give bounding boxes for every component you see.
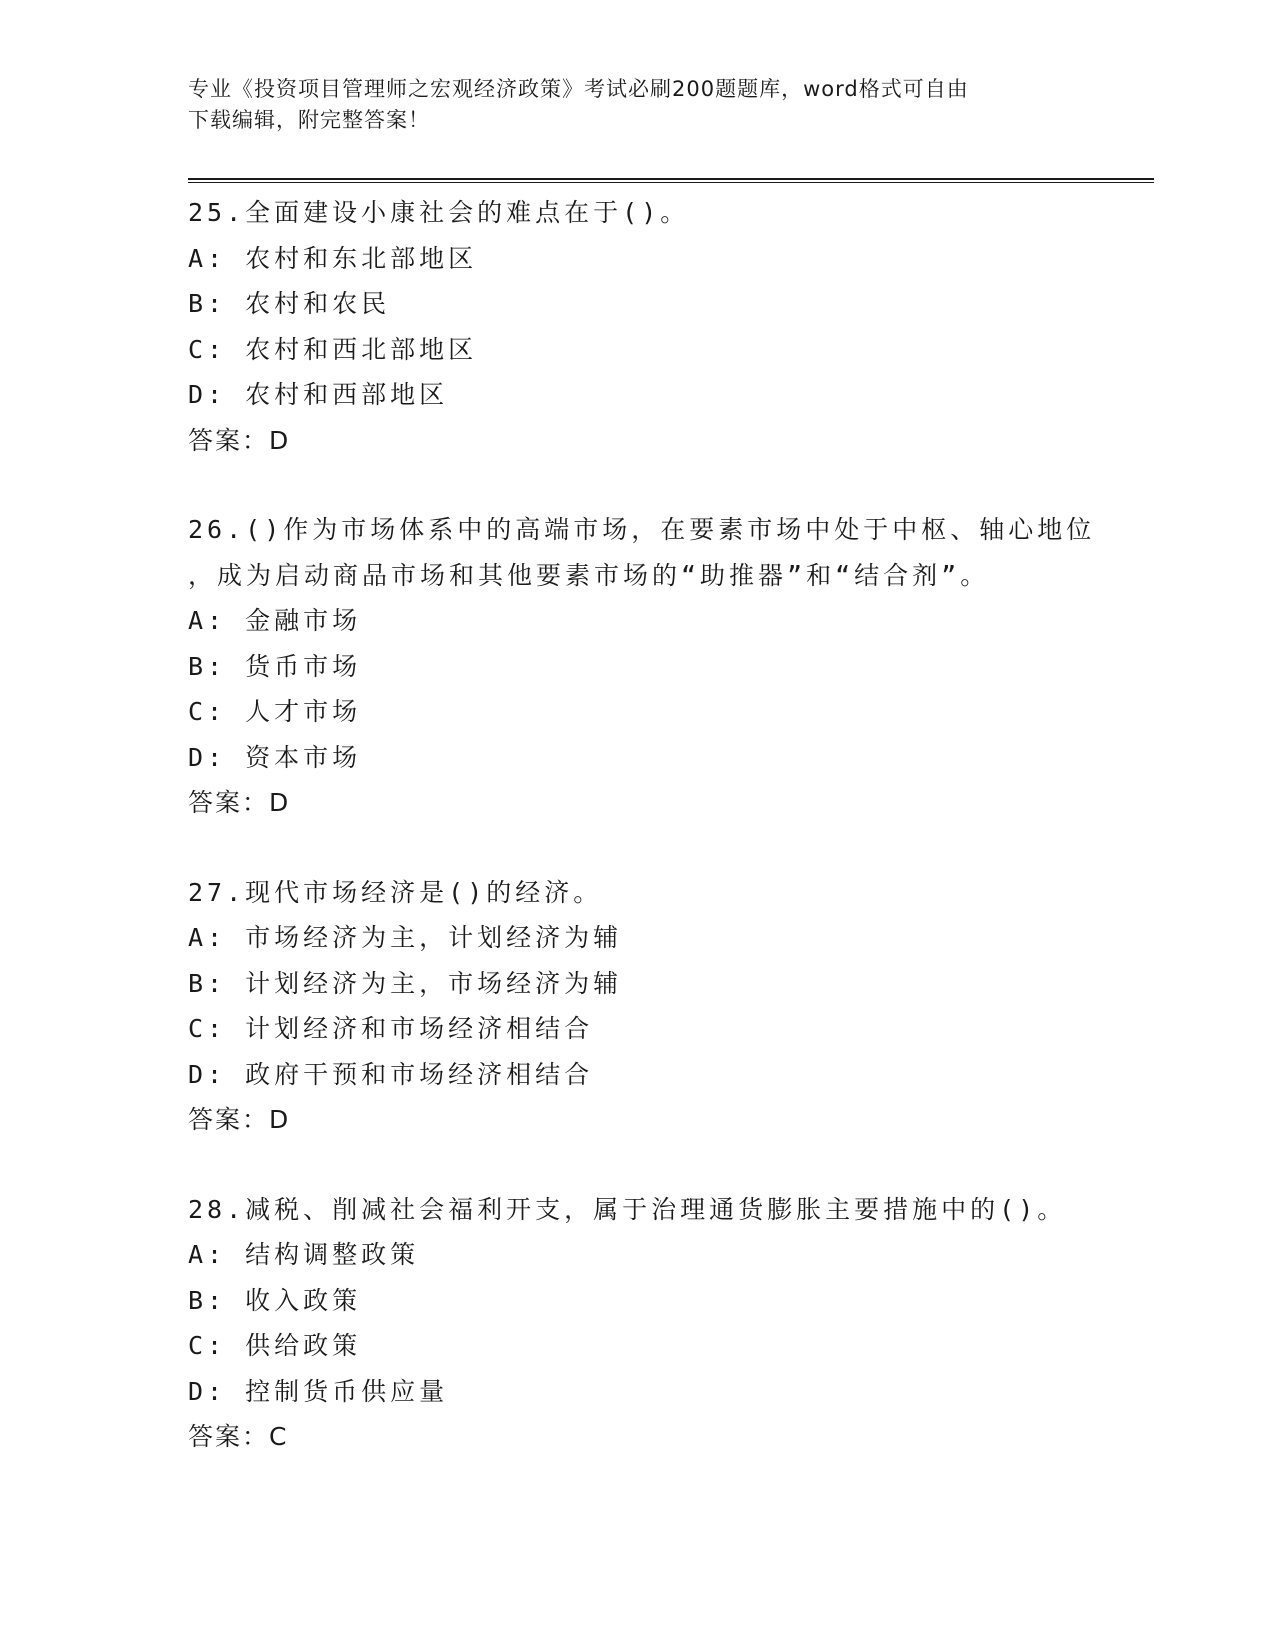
option-b: B: 货币市场 (188, 651, 362, 681)
answer: 答案：C (188, 1422, 289, 1451)
option-a: A: 金融市场 (188, 606, 362, 635)
answer: 答案：D (188, 788, 291, 817)
option-a: A: 农村和东北部地区 (188, 243, 478, 273)
header-line-1: 专业《投资项目管理师之宏观经济政策》考试必刷200题题库，word格式可自由 (188, 77, 969, 101)
question-25 (188, 190, 1128, 463)
option-b: B: 农村和农民 (188, 289, 391, 318)
option-a: A: 结构调整政策 (188, 1240, 420, 1269)
question-text: 26.()作为市场体系中的高端市场，在要素市场中处于中枢、轴心地位 (188, 515, 1096, 544)
question-28 (188, 1187, 1128, 1460)
question-26 (188, 507, 1128, 826)
question-text: 27.现代市场经济是()的经济。 (188, 877, 603, 907)
header-divider (188, 178, 1154, 183)
option-d: D: 政府干预和市场经济相结合 (188, 1059, 594, 1089)
question-text: 25.全面建设小康社会的难点在于()。 (188, 198, 690, 227)
question-text-continued: ，成为启动商品市场和其他要素市场的“助推器”和“结合剂”。 (188, 560, 990, 590)
question-text: 28.减税、削减社会福利开支，属于治理通货膨胀主要措施中的()。 (188, 1194, 1067, 1224)
question-27 (188, 870, 1128, 1143)
document-header (188, 74, 1068, 136)
option-d: D: 控制货币供应量 (188, 1376, 449, 1406)
answer: 答案：D (188, 1105, 291, 1134)
option-d: D: 农村和西部地区 (188, 380, 449, 409)
option-c: C: 农村和西北部地区 (188, 334, 478, 364)
option-c: C: 计划经济和市场经济相结合 (188, 1014, 594, 1043)
option-c: C: 人才市场 (188, 697, 362, 726)
question-list (188, 190, 1128, 1504)
option-b: B: 计划经济为主，市场经济为辅 (188, 968, 623, 998)
option-a: A: 市场经济为主，计划经济为辅 (188, 923, 623, 952)
option-c: C: 供给政策 (188, 1331, 362, 1360)
option-b: B: 收入政策 (188, 1285, 362, 1315)
header-line-2: 下载编辑，附完整答案！ (188, 108, 430, 132)
answer: 答案：D (188, 425, 291, 455)
option-d: D: 资本市场 (188, 742, 362, 772)
